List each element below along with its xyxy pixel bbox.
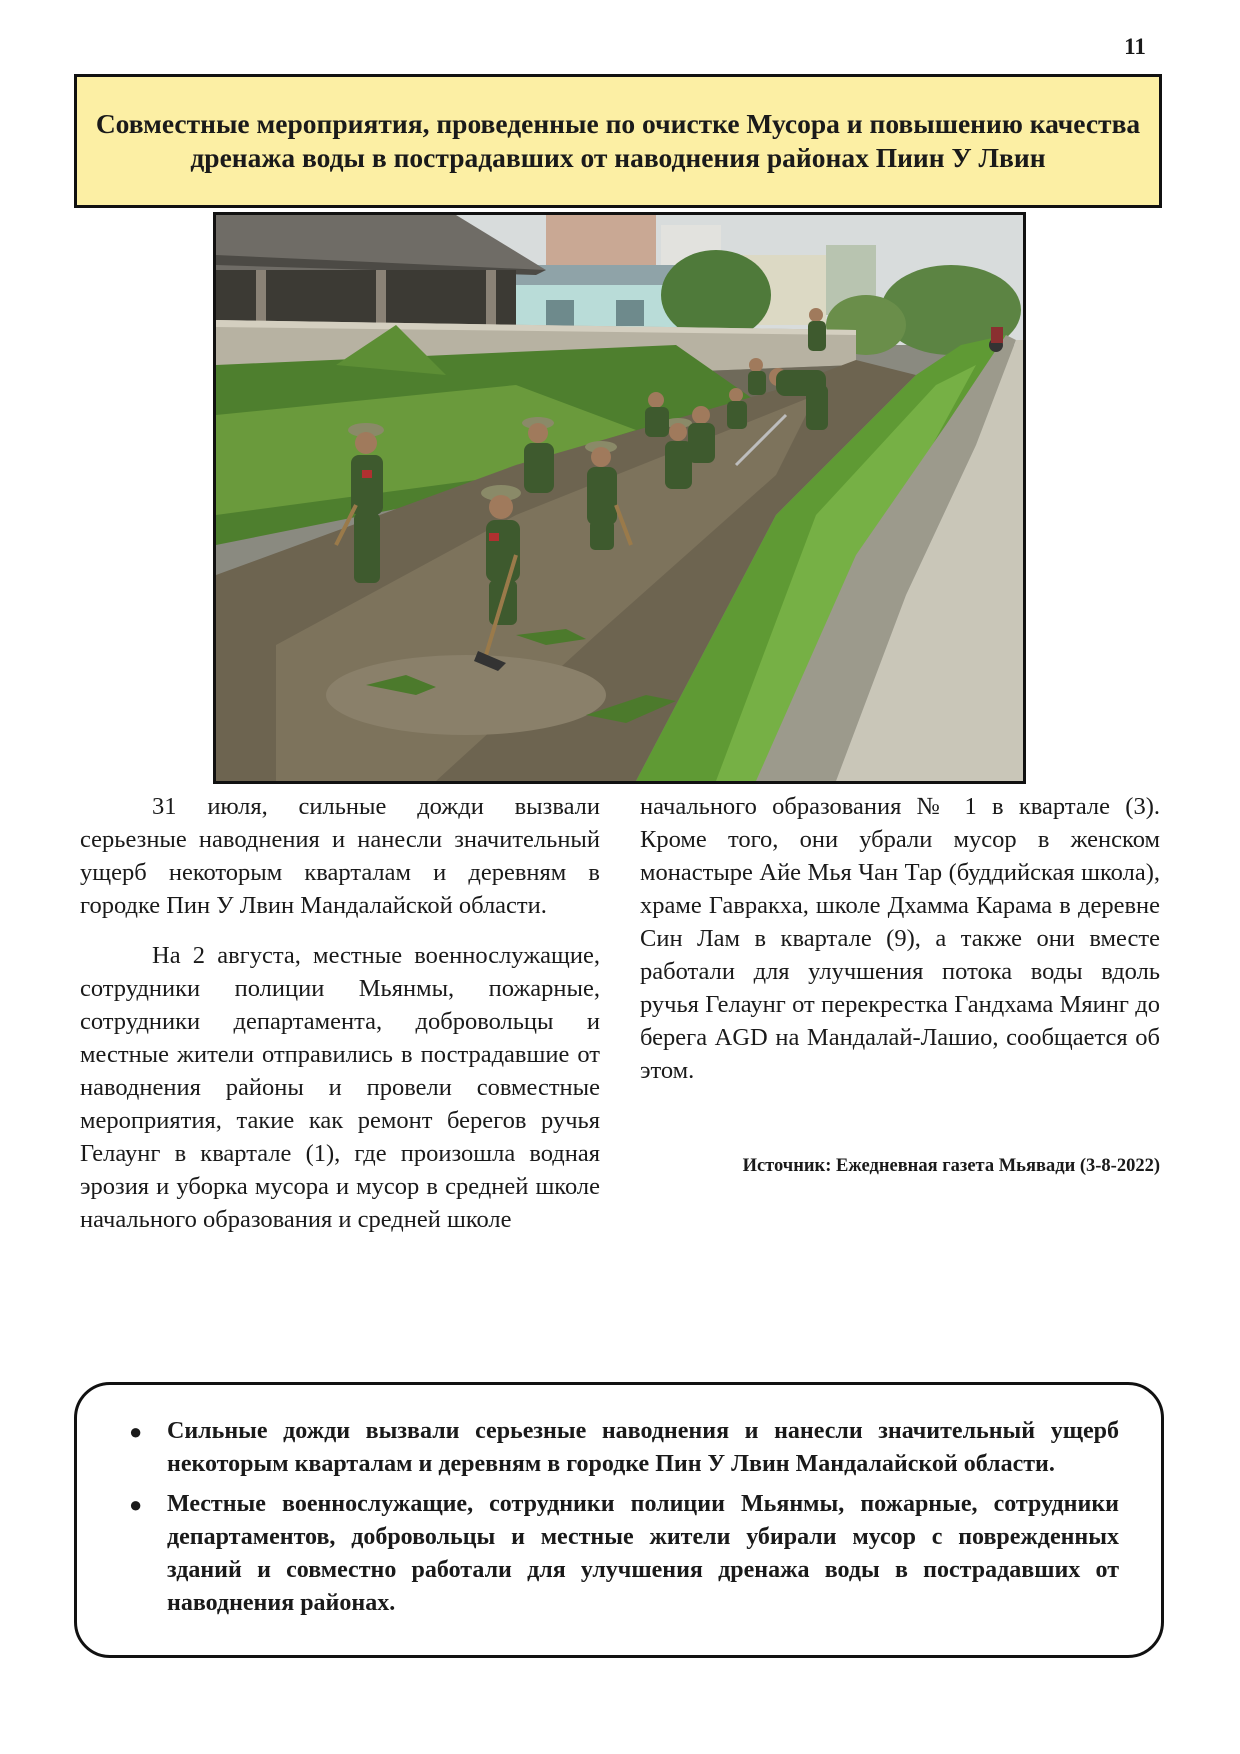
left-column bbox=[80, 790, 600, 1236]
article-photo bbox=[213, 212, 1026, 784]
summary-item bbox=[115, 1415, 1119, 1481]
title-box bbox=[74, 74, 1162, 208]
summary-item bbox=[115, 1488, 1119, 1620]
bullet-icon: ● bbox=[129, 1419, 143, 1444]
page-number: 11 bbox=[1124, 34, 1146, 59]
summary-item-text: Сильные дожди вызвали серьезные наводнения и нанесли значительный ущерб некоторым кварталам и деревням в городке Пин У Лвин Мандалайской области. bbox=[167, 1418, 1119, 1477]
left-paragraph-1: 31 июля, сильные дожди вызвали серьезные наводнения и нанесли значительный ущерб некоторым кварталам и деревням в городке Пин У Лвин Мандалайской области. bbox=[80, 793, 600, 919]
summary-list bbox=[115, 1415, 1119, 1620]
source-citation: Источник: Ежедневная газета Мьявади (3-8-2022) bbox=[742, 1156, 1160, 1176]
right-column bbox=[640, 790, 1160, 1087]
right-paragraph-1: начального образования № 1 в квартале (3). Кроме того, они убрали мусор в женском монастыре Айе Мья Чан Тар (буддийская школа), храме Гавракха, школе Дхамма Карама в деревне Син Лам в квартале (9), а также они вместе работали для улучшения потока воды вдоль ручья Гелаунг от перекрестка Гандхама Мяинг до берега AGD на Мандалай-Лашио, сообщается об этом. bbox=[640, 793, 1160, 1084]
summary-box bbox=[74, 1382, 1164, 1658]
article-title: Совместные мероприятия, проведенные по очистке Мусора и повышению качества дренажа воды в пострадавших от наводнения районах Пиин У Лвин bbox=[95, 108, 1141, 173]
summary-item-text: Местные военнослужащие, сотрудники полиции Мьянмы, пожарные, сотрудники департаментов, добровольцы и местные жители убирали мусор с поврежденных зданий и совместно работали для улучшения дренажа воды в пострадавших от наводнения районах. bbox=[167, 1491, 1119, 1616]
left-paragraph-2: На 2 августа, местные военнослужащие, сотрудники полиции Мьянмы, пожарные, сотрудники департамента, добровольцы и местные жители отправились в пострадавшие от наводнения районы и провели совместные мероприятия, такие как ремонт берегов ручья Гелаунг в квартале (1), где произошла водная эрозия и уборка мусора и мусор в средней школе начального образования и средней школе bbox=[80, 942, 600, 1233]
photo-drainage-cleanup bbox=[216, 215, 1023, 781]
bullet-icon: ● bbox=[129, 1492, 143, 1517]
